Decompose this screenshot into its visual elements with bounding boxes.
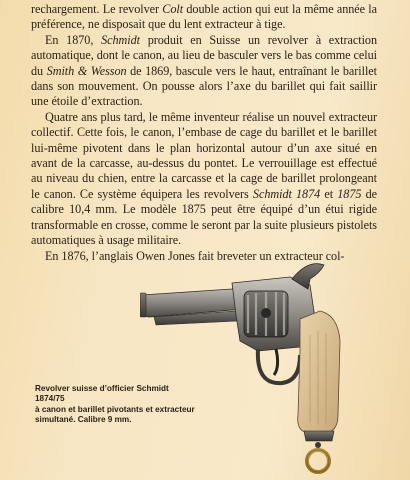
caption-line: à canon et barillet pivotants et extracteur: [35, 404, 195, 414]
paragraph: [31, 2, 377, 33]
caption-line: simultané. Calibre 9 mm.: [35, 415, 132, 425]
text-run: produit en Suisse un revolver à extraction automatique, dont le canon, au lieu de basculer vers le bas comme celui du: [31, 32, 378, 78]
text-run: Quatre ans plus tard, le même inventeur réalise un nouvel extracteur collectif. Cette fois, le canon, l’embase de cage du barillet et le barillet lui-même pivotent dans le plan horizontal autour d’un axe situé en avant de la carcasse, au-dessus du pontet. Le verrouillage est effectué au niveau du chien, entre la carcasse et la cage de barillet prolongeant le canon. Ce système équipera les revolvers: [31, 109, 377, 201]
text-run: En 1876, l’anglais Owen Jones fait breveter un extracteur col-: [45, 248, 345, 263]
italic-text: Schmidt 1874: [252, 186, 321, 201]
paragraph: [31, 110, 377, 249]
paragraph: [31, 33, 377, 110]
text-run: et: [320, 186, 338, 201]
italic-text: Colt: [162, 2, 184, 16]
text-run: de 1869, bascule vers le haut, entraînant le barillet dans son mouvement. On pousse alors l’axe du barillet qui fait saillir une étoile d’extraction.: [31, 63, 378, 109]
text-run: double action qui eut la même année la préférence, ne disposait que du lent extracteur à tige.: [31, 2, 378, 32]
text-run: de calibre 10,4 mm. Le modèle 1875 peut être équipé d’un étui rigide transformable en crosse, comme le seront par la suite plusieurs pistolets automatiques à usage militaire.: [31, 186, 377, 248]
revolver-illustration: [140, 255, 400, 480]
body-text: [31, 2, 377, 264]
text-run: rechargement. Le revolver: [31, 2, 163, 16]
text-run: En 1870,: [45, 32, 102, 47]
italic-text: 1875: [337, 186, 362, 201]
caption-line: Revolver suisse d’officier Schmidt 1874/75: [35, 384, 169, 404]
italic-text: Smith & Wesson: [46, 63, 127, 78]
figure-caption: [35, 384, 200, 426]
italic-text: Schmidt: [101, 32, 140, 47]
